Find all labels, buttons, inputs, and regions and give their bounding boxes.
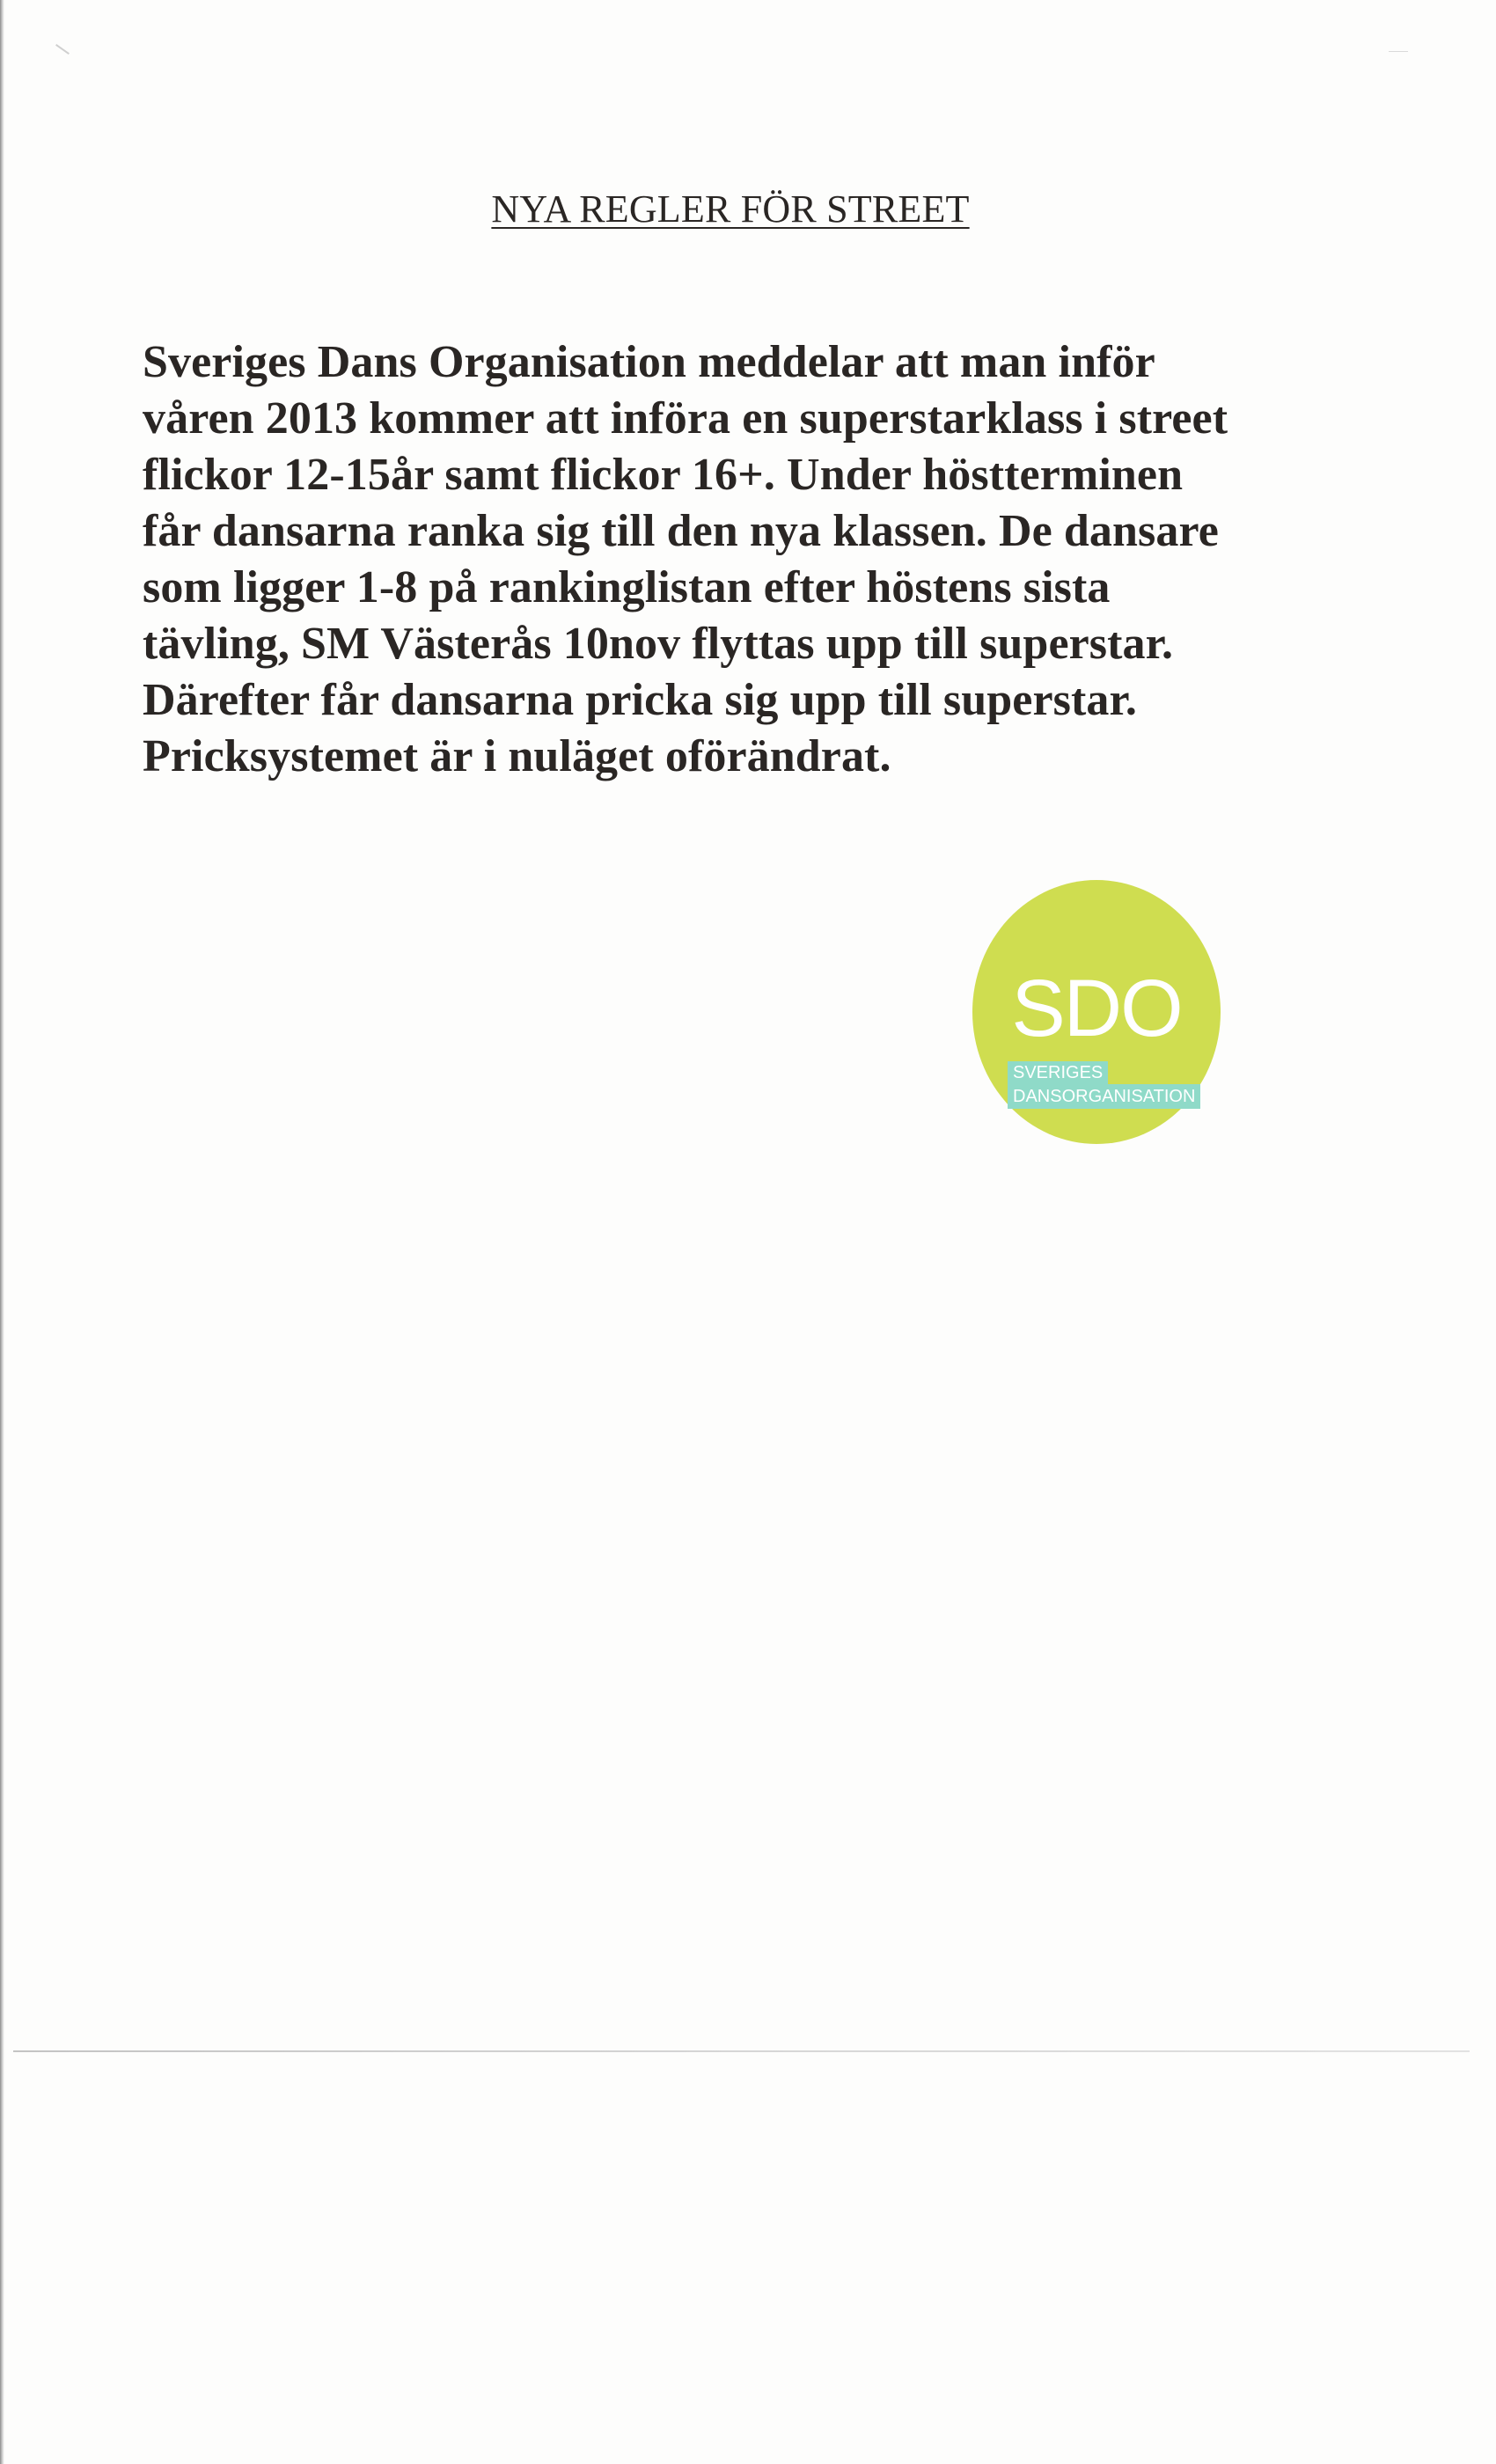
- logo-letters: SDO: [1011, 964, 1182, 1053]
- body-line: får dansarna ranka sig till den nya klassen. De dansare: [143, 506, 1219, 556]
- logo-line-1: SVERIGES: [1008, 1061, 1108, 1084]
- announcement-body: [143, 334, 1375, 785]
- body-line: Sveriges Dans Organisation meddelar att man inför: [143, 337, 1155, 387]
- logo-band: [1008, 1061, 1228, 1114]
- body-line: Därefter får dansarna pricka sig upp till superstar.: [143, 675, 1138, 725]
- logo-line-2: DANSORGANISATION: [1008, 1084, 1200, 1109]
- document-title: NYA REGLER FÖR STREET: [491, 187, 970, 231]
- body-line: våren 2013 kommer att införa en superstarklass i street: [143, 393, 1228, 444]
- scan-mark: [55, 44, 70, 55]
- body-line: Pricksystemet är i nuläget oförändrat.: [143, 731, 891, 781]
- sdo-logo: [972, 880, 1221, 1144]
- fold-line: [13, 2050, 1470, 2052]
- body-line: som ligger 1-8 på rankinglistan efter höstens sista: [143, 562, 1111, 612]
- body-line: tävling, SM Västerås 10nov flyttas upp till superstar.: [143, 619, 1174, 669]
- paper-left-edge: [0, 0, 4, 2464]
- scan-mark: [1389, 51, 1408, 52]
- body-line: flickor 12-15år samt flickor 16+. Under höstterminen: [143, 450, 1184, 500]
